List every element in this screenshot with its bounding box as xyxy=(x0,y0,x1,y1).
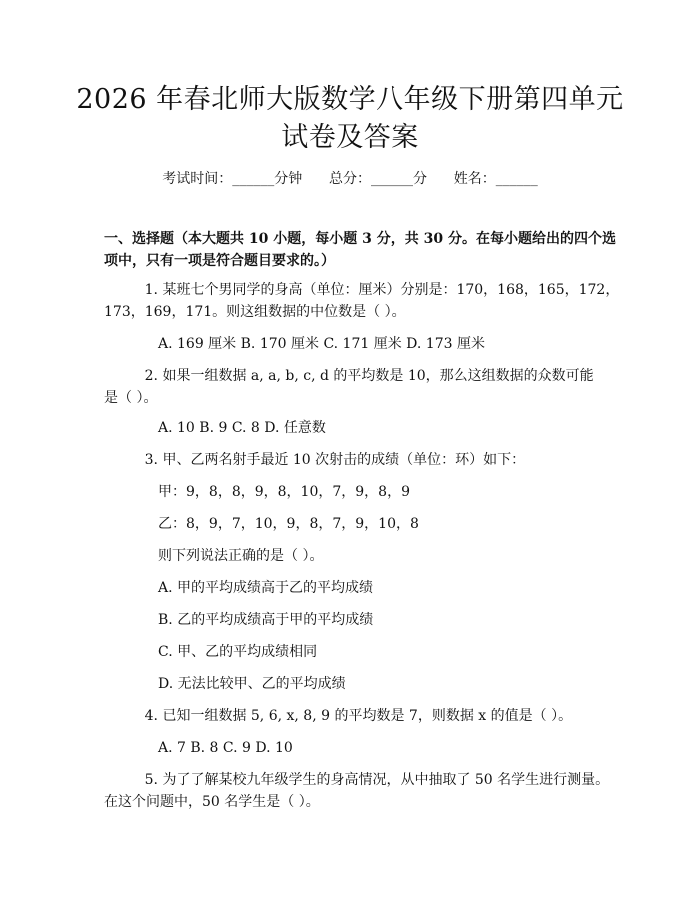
question-3-stem xyxy=(104,450,525,470)
exam-info: 考试时间：______分钟 总分：______分 姓名：______ xyxy=(162,171,538,187)
question-1-stem-cont: 173，169，171。则这组数据的中位数是（ ）。 xyxy=(104,304,406,320)
section-heading-line1: 一、选择题（本大题共 10 小题，每小题 3 分，共 30 分。在每小题给出的四个选 xyxy=(104,231,616,247)
question-4-text: 已知一组数据 5, 6, x, 8, 9 的平均数是 7，则数据 x 的值是（ ）。 xyxy=(158,708,573,724)
question-5-number: 5. xyxy=(144,772,158,788)
question-3-option-a: A. 甲的平均成绩高于乙的平均成绩 xyxy=(158,580,374,596)
exam-title-line2: 试卷及答案 xyxy=(281,122,419,153)
question-3-ask: 则下列说法正确的是（ ）。 xyxy=(158,548,324,564)
question-3-text: 甲、乙两名射手最近 10 次射击的成绩（单位：环）如下： xyxy=(158,452,526,468)
question-1-stem xyxy=(104,280,619,300)
question-2-options: A. 10 B. 9 C. 8 D. 任意数 xyxy=(158,420,326,436)
question-2-number: 2. xyxy=(144,368,158,384)
section-heading-line2: 项中，只有一项是符合题目要求的。） xyxy=(104,253,335,269)
question-3-option-d: D. 无法比较甲、乙的平均成绩 xyxy=(158,676,346,692)
question-3-option-c: C. 甲、乙的平均成绩相同 xyxy=(158,644,318,660)
question-1-options: A. 169 厘米 B. 170 厘米 C. 171 厘米 D. 173 厘米 xyxy=(158,336,485,352)
question-2-stem xyxy=(104,366,594,386)
question-3-jia-scores: 甲：9，8，8，9，8，10，7，9，8，9 xyxy=(158,484,410,500)
question-4-options: A. 7 B. 8 C. 9 D. 10 xyxy=(158,740,293,756)
question-2-stem-cont: 是（ ）。 xyxy=(104,390,158,406)
question-5-stem-cont: 在这个问题中，50 名学生是（ ）。 xyxy=(104,794,320,810)
section-heading xyxy=(104,228,616,272)
exam-title-line1: 2026 年春北师大版数学八年级下册第四单元 xyxy=(76,84,624,115)
question-1-number: 1. xyxy=(144,282,158,298)
question-1-text: 某班七个男同学的身高（单位：厘米）分别是：170，168，165，172， xyxy=(158,282,620,298)
question-5-stem xyxy=(104,770,609,790)
question-4-number: 4. xyxy=(144,708,158,724)
question-2-text: 如果一组数据 a, a, b, c, d 的平均数是 10，那么这组数据的众数可能 xyxy=(158,368,594,384)
question-3-option-b: B. 乙的平均成绩高于甲的平均成绩 xyxy=(158,612,374,628)
question-4-stem xyxy=(104,706,572,726)
question-5-text: 为了了解某校九年级学生的身高情况，从中抽取了 50 名学生进行测量。 xyxy=(158,772,610,788)
question-3-yi-scores: 乙：8，9，7，10，9，8，7，9，10，8 xyxy=(158,516,419,532)
question-3-number: 3. xyxy=(144,452,158,468)
